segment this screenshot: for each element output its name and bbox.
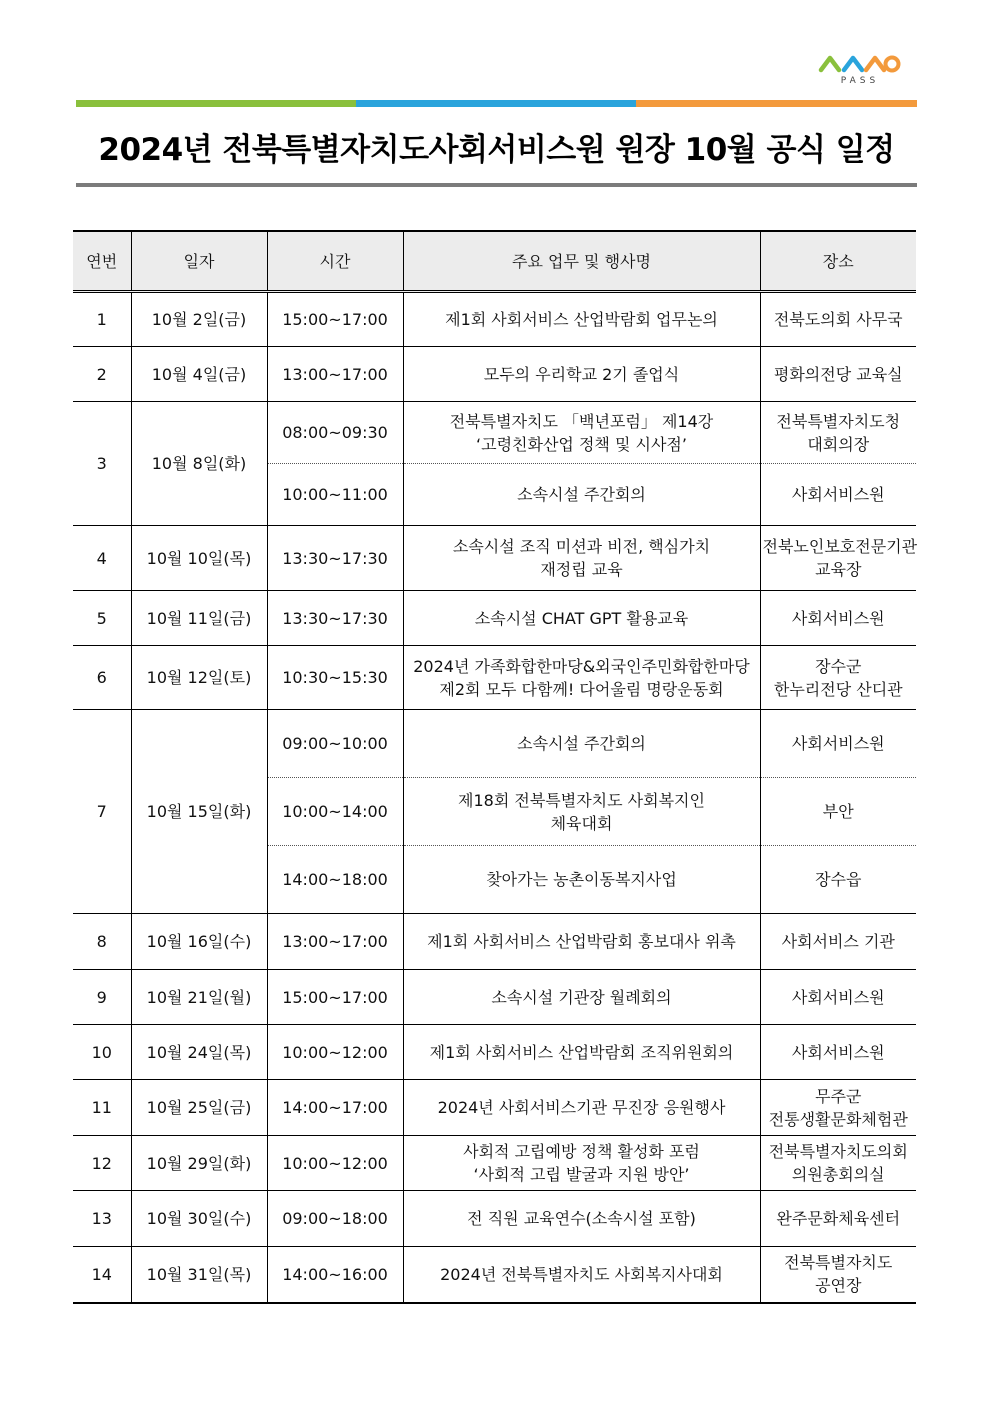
table-row	[73, 1191, 916, 1247]
row-event	[403, 1136, 760, 1191]
table-row	[73, 1080, 916, 1136]
table-row	[73, 1136, 916, 1191]
row-place	[760, 347, 916, 402]
place-line: 무주군	[815, 1086, 862, 1106]
row-time: 13:30~17:30	[267, 591, 403, 646]
row-event	[403, 778, 760, 846]
place-line: 평화의전당 교육실	[773, 364, 903, 384]
row-number: 10	[73, 1025, 131, 1080]
place-line: 대회의장	[807, 434, 870, 454]
event-line: 제1회 사회서비스 산업박람회 조직위원회의	[429, 1042, 734, 1062]
row-date: 10월 24일(목)	[131, 1025, 267, 1080]
header-bar-green	[76, 100, 356, 107]
row-place	[760, 464, 916, 526]
row-time: 08:00~09:30	[267, 402, 403, 464]
place-line: 완주문화체육센터	[776, 1209, 901, 1228]
event-line: 2024년 전북특별자치도 사회복지사대회	[440, 1264, 723, 1284]
row-place	[760, 710, 916, 778]
row-place	[760, 778, 916, 846]
event-line: 2024년 가족화합한마당&외국인주민화합한마당	[413, 656, 750, 676]
header-bar-orange	[636, 100, 917, 107]
event-line: 소속시설 주간회의	[517, 485, 646, 504]
row-number: 9	[73, 970, 131, 1025]
row-place	[760, 526, 916, 591]
row-place	[760, 1191, 916, 1247]
event-line: 소속시설 주간회의	[517, 734, 646, 753]
row-time: 10:00~14:00	[267, 778, 403, 846]
event-line: 2024년 사회서비스기관 무진장 응원행사	[437, 1098, 726, 1117]
row-date: 10월 15일(화)	[131, 710, 267, 914]
place-line: 교육장	[815, 560, 862, 579]
header-bar-blue	[356, 100, 636, 107]
row-place	[760, 1247, 916, 1303]
table-row	[73, 591, 916, 646]
table-row	[73, 347, 916, 402]
row-event	[403, 914, 760, 970]
row-place	[760, 1025, 916, 1080]
event-line: 제1회 사회서비스 산업박람회 홍보대사 위촉	[427, 932, 736, 951]
row-time: 09:00~18:00	[267, 1191, 403, 1247]
place-line: 사회서비스원	[791, 1042, 885, 1062]
row-number: 2	[73, 347, 131, 402]
place-line: 전통생활문화체험관	[768, 1109, 908, 1129]
row-number: 8	[73, 914, 131, 970]
row-event	[403, 846, 760, 914]
page-title: 2024년 전북특별자치도사회서비스원 원장 10월 공식 일정	[98, 132, 895, 168]
row-number: 6	[73, 646, 131, 710]
place-line: 전북특별자치도	[784, 1253, 893, 1273]
place-line: 사회서비스원	[791, 485, 885, 504]
event-line: 소속시설 CHAT GPT 활용교육	[474, 608, 689, 628]
schedule-table	[73, 230, 916, 1304]
place-line: 공연장	[815, 1276, 862, 1296]
row-event	[403, 970, 760, 1025]
row-time: 13:00~17:00	[267, 347, 403, 402]
place-line: 부안	[822, 802, 854, 821]
row-date: 10월 16일(수)	[131, 914, 267, 970]
row-event	[403, 1025, 760, 1080]
header-event: 주요 업무 및 행사명	[403, 231, 760, 292]
header-time: 시간	[267, 231, 403, 292]
event-line: 재정립 교육	[540, 560, 623, 579]
event-line: 소속시설 기관장 월례회의	[491, 987, 672, 1007]
row-time: 14:00~17:00	[267, 1080, 403, 1136]
row-number: 11	[73, 1080, 131, 1136]
pass-logo-mark-icon	[818, 52, 902, 76]
place-line: 전북노인보호전문기관	[762, 537, 918, 556]
row-date: 10월 8일(화)	[131, 402, 267, 526]
place-line: 의원총회의실	[791, 1165, 885, 1184]
row-place	[760, 292, 916, 347]
title-divider	[76, 183, 917, 187]
header-place: 장소	[760, 231, 916, 292]
event-line: 모두의 우리학교 2기 졸업식	[483, 364, 680, 384]
place-line: 사회서비스원	[791, 987, 885, 1007]
event-line: ‘사회적 고립 발굴과 지원 방안’	[473, 1165, 690, 1184]
logo-text: PASS	[840, 76, 880, 86]
table-row	[73, 1025, 916, 1080]
event-line: 소속시설 조직 미션과 비전, 핵심가치	[452, 537, 711, 556]
place-line: 한누리전당 산디관	[773, 679, 903, 699]
event-line: 제1회 사회서비스 산업박람회 업무논의	[445, 310, 718, 329]
row-place	[760, 914, 916, 970]
row-number: 3	[73, 402, 131, 526]
place-line: 전북특별자치도의회	[768, 1142, 908, 1161]
row-place	[760, 1136, 916, 1191]
row-time: 10:30~15:30	[267, 646, 403, 710]
row-place	[760, 1080, 916, 1136]
row-event	[403, 1247, 760, 1303]
row-event	[403, 526, 760, 591]
table-row	[73, 292, 916, 347]
row-number: 4	[73, 526, 131, 591]
row-number: 5	[73, 591, 131, 646]
place-line: 전북도의회 사무국	[773, 310, 903, 329]
row-date: 10월 12일(토)	[131, 646, 267, 710]
event-line: ‘고령친화산업 정책 및 시사점’	[476, 434, 687, 454]
header-date: 일자	[131, 231, 267, 292]
event-line: 전북특별자치도 「백년포럼」 제14강	[449, 411, 714, 431]
place-line: 전북특별자치도청	[776, 411, 901, 431]
row-event	[403, 1080, 760, 1136]
place-line: 사회서비스원	[791, 734, 885, 753]
event-line: 전 직원 교육연수(소속시설 포함)	[467, 1209, 696, 1228]
row-event	[403, 347, 760, 402]
row-time: 15:00~17:00	[267, 970, 403, 1025]
row-number: 7	[73, 710, 131, 914]
row-time: 09:00~10:00	[267, 710, 403, 778]
row-date: 10월 11일(금)	[131, 591, 267, 646]
event-line: 체육대회	[550, 813, 613, 833]
row-date: 10월 10일(목)	[131, 526, 267, 591]
row-number: 1	[73, 292, 131, 347]
row-place	[760, 402, 916, 464]
row-date: 10월 31일(목)	[131, 1247, 267, 1303]
event-line: 찾아가는 농촌이동복지사업	[486, 870, 677, 889]
row-time: 15:00~17:00	[267, 292, 403, 347]
row-number: 12	[73, 1136, 131, 1191]
event-line: 사회적 고립예방 정책 활성화 포럼	[463, 1142, 700, 1161]
row-date: 10월 4일(금)	[131, 347, 267, 402]
table-row	[73, 402, 916, 464]
pass-logo	[818, 52, 902, 88]
row-event	[403, 646, 760, 710]
table-row	[73, 1247, 916, 1303]
row-time: 10:00~12:00	[267, 1136, 403, 1191]
table-row	[73, 526, 916, 591]
row-date: 10월 21일(월)	[131, 970, 267, 1025]
row-time: 10:00~11:00	[267, 464, 403, 526]
row-event	[403, 402, 760, 464]
place-line: 장수읍	[815, 870, 862, 889]
event-line: 제2회 모두 다함께! 다어울림 명랑운동회	[439, 679, 724, 699]
row-date: 10월 25일(금)	[131, 1080, 267, 1136]
place-line: 사회서비스 기관	[781, 932, 895, 951]
table-row	[73, 710, 916, 778]
table-row	[73, 970, 916, 1025]
header-no: 연번	[73, 231, 131, 292]
row-place	[760, 846, 916, 914]
row-date: 10월 2일(금)	[131, 292, 267, 347]
row-time: 13:30~17:30	[267, 526, 403, 591]
row-time: 10:00~12:00	[267, 1025, 403, 1080]
row-time: 14:00~16:00	[267, 1247, 403, 1303]
place-line: 사회서비스원	[791, 608, 885, 628]
table-row	[73, 914, 916, 970]
row-time: 13:00~17:00	[267, 914, 403, 970]
row-event	[403, 464, 760, 526]
place-line: 장수군	[815, 656, 862, 676]
row-number: 14	[73, 1247, 131, 1303]
row-place	[760, 591, 916, 646]
row-event	[403, 292, 760, 347]
row-event	[403, 1191, 760, 1247]
schedule-body	[73, 292, 916, 1303]
row-time: 14:00~18:00	[267, 846, 403, 914]
table-row	[73, 646, 916, 710]
row-date: 10월 30일(수)	[131, 1191, 267, 1247]
row-event	[403, 591, 760, 646]
row-event	[403, 710, 760, 778]
row-place	[760, 646, 916, 710]
table-header-row	[73, 231, 916, 292]
event-line: 제18회 전북특별자치도 사회복지인	[458, 790, 705, 810]
row-number: 13	[73, 1191, 131, 1247]
row-place	[760, 970, 916, 1025]
row-date: 10월 29일(화)	[131, 1136, 267, 1191]
